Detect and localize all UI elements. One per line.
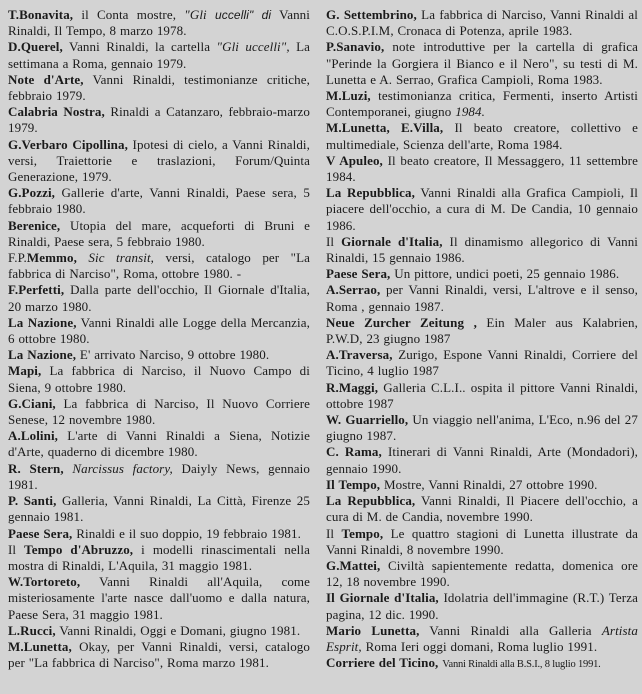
entry-segment: uccelli" di: [214, 8, 272, 22]
entry-segment: Vanni Rinaldi, Oggi e Domani, giugno 1981.: [55, 622, 301, 638]
bibliography-entry: [8, 574, 310, 623]
bibliography-entry: [326, 185, 638, 234]
entry-segment: Il: [8, 541, 25, 557]
entry-segment: G.Pozzi,: [8, 185, 56, 201]
entry-segment: Okay, per Vanni Rinaldi, versi, catalogo per "La fabbrica di Narciso", Roma marzo 1981.: [8, 638, 310, 671]
entry-segment: F.Perfetti,: [8, 282, 65, 298]
entry-segment: E' arrivato Narciso, 9 ottobre 1980.: [76, 347, 270, 363]
entry-segment: La Repubblica,: [326, 185, 415, 201]
entry-segment: Calabria Nostra,: [8, 104, 105, 120]
entry-segment: Il Giornale d'Italia,: [326, 590, 439, 606]
entry-segment: T.Bonavita,: [8, 7, 74, 22]
bibliography-entry: [326, 493, 638, 525]
bibliography-entry: [8, 250, 310, 282]
entry-segment: La fabbrica di Narciso, Il Nuovo Corriere Senese, 12 novembre 1980.: [8, 395, 310, 428]
entry-segment: Note d'Arte,: [8, 71, 84, 87]
entry-segment: Vanni Rinaldi all'Aquila, come misteriosamente l'arte nasce dall'uomo e dalla natura, Paese Sera, 31 maggio 1981.: [8, 574, 310, 622]
bibliography-entry: [326, 380, 638, 412]
entry-segment: Il dinamismo allegorico di Vanni Rinaldi, 15 gennaio 1986.: [326, 233, 639, 266]
bibliography-entry: [8, 218, 310, 250]
entry-segment: 1984.: [455, 104, 485, 120]
entry-segment: Mostre, Vanni Rinaldi, 27 ottobre 1990.: [380, 476, 598, 492]
left-column: [8, 7, 310, 694]
entry-segment: Ein Maler aus Kalabrien, P.W.D, 23 giugno 1987: [326, 314, 638, 347]
entry-segment: Roma Ieri oggi domani, Roma luglio 1991.: [361, 638, 598, 654]
entry-segment: La fabbrica di Narciso, Vanni Rinaldi al C.O.S.P.I.M, Cronaca di Potenza, aprile 1983.: [326, 7, 638, 39]
entry-segment: La Nazione,: [8, 314, 77, 330]
entry-segment: Sic transit,: [88, 250, 155, 266]
right-column: [326, 7, 638, 694]
entry-segment: L'arte di Vanni Rinaldi a Siena, Notizie d'Arte, quaderno di dicembre 1980.: [8, 428, 310, 460]
entry-segment: Neue Zurcher Zeitung ,: [326, 314, 477, 330]
entry-segment: Memmo,: [26, 250, 77, 266]
bibliography-entry: [8, 461, 310, 493]
entry-segment: A.Traversa,: [326, 347, 393, 363]
entry-segment: Itinerari di Vanni Rinaldi, Arte (Mondadori), gennaio 1990.: [326, 444, 638, 476]
entry-segment: note introduttive per la cartella di grafica "Perinde la Gorgiera il Bianco e il Nero", su testi di M. Lunetta e A. Serrao, Grafica Campioli, Roma 1983.: [326, 39, 638, 87]
entry-segment: G.Mattei,: [326, 557, 381, 573]
bibliography-entry: [326, 120, 638, 152]
entry-segment: Galleria C.L.I.. ospita il pittore Vanni Rinaldi, ottobre 1987: [326, 379, 638, 411]
entry-segment: Il: [326, 525, 342, 541]
entry-segment: La Nazione,: [8, 347, 77, 363]
bibliography-entry: [8, 137, 310, 186]
bibliography-entry: [8, 396, 310, 428]
entry-segment: G. Settembrino,: [326, 7, 417, 22]
entry-segment: La Repubblica,: [326, 493, 416, 509]
entry-segment: Un pittore, undici poeti, 25 gennaio 1986.: [390, 266, 620, 282]
entry-segment: Utopia del mare, acqueforti di Bruni e Rinaldi, Paese sera, 5 febbraio 1980.: [8, 217, 310, 249]
bibliography-entry: [8, 542, 310, 574]
entry-segment: Daiyly News, gennaio 1981.: [8, 460, 310, 492]
entry-segment: D.Querel,: [8, 39, 63, 55]
bibliography-entry: [326, 88, 638, 120]
entry-segment: R. Stern,: [8, 460, 64, 476]
bibliography-entry: [8, 7, 310, 39]
entry-segment: P. Santi,: [8, 493, 57, 509]
entry-segment: W. Guarriello,: [326, 412, 409, 428]
entry-segment: M.Lunetta, E.Villa,: [326, 120, 444, 136]
entry-segment: Tempo,: [341, 525, 384, 541]
entry-segment: Mario Lunetta,: [326, 622, 420, 638]
bibliography-entry: [8, 363, 310, 395]
bibliography-entry: [8, 526, 310, 542]
entry-segment: Idolatria dell'immagine (R.T.) Terza pagina, 12 dic. 1990.: [326, 590, 638, 622]
entry-segment: testimonianza critica, Fermenti, inserto Artisti Contemporanei, giugno: [326, 88, 638, 120]
entry-segment: P.Sanavio,: [326, 39, 385, 55]
bibliography-entry: [8, 493, 310, 525]
entry-segment: [77, 250, 88, 265]
entry-segment: Rinaldi e il suo doppio, 19 febbraio 1981.: [72, 525, 301, 541]
entry-segment: Vanni Rinaldi alla Galleria: [419, 622, 602, 638]
entry-segment: Il Tempo,: [326, 476, 381, 492]
entry-segment: Artista Esprit,: [326, 622, 638, 654]
bibliography-entry: [326, 526, 638, 558]
entry-segment: Galleria, Vanni Rinaldi, La Città, Firenze 25 gennaio 1981.: [8, 493, 310, 525]
bibliography-entry: [8, 282, 310, 314]
bibliography-entry: [8, 639, 310, 671]
entry-segment: i modelli rinascimentali nella mostra di Rinaldi, L'Aquila, 31 maggio 1981.: [8, 541, 310, 573]
entry-segment: Civiltà sapientemente redatta, domenica ore 12, 18 novembre 1990.: [326, 557, 638, 590]
entry-segment: Paese Sera,: [326, 266, 391, 282]
bibliography-entry: [8, 428, 310, 460]
entry-segment: Gallerie d'arte, Vanni Rinaldi, Paese sera, 5 febbraio 1980.: [8, 185, 310, 217]
entry-segment: Berenice,: [8, 217, 61, 233]
entry-segment: Corriere del Ticino,: [326, 655, 439, 671]
entry-segment: Mapi,: [8, 363, 42, 379]
entry-segment: Il beato creatore, Il Messaggero, 11 settembre 1984.: [326, 152, 638, 185]
entry-segment: Tempo d'Abruzzo,: [24, 541, 134, 557]
entry-segment: V Apuleo,: [326, 152, 383, 168]
bibliography-entry: [326, 153, 638, 185]
entry-segment: Vanni Rinaldi alle Logge della Mercanzia, 6 ottobre 1980.: [8, 314, 310, 347]
entry-segment: Giornale d'Italia,: [341, 233, 443, 249]
bibliography-entry: [8, 72, 310, 104]
entry-segment: Ipotesi di cielo, a Vanni Rinaldi, versi, Traiettorie e traslazioni, Forum/Quinta Generazione, 1979.: [8, 136, 310, 185]
bibliography-entry: [326, 477, 638, 493]
entry-segment: Le quattro stagioni di Lunetta illustrate da Vanni Rinaldi, 8 novembre 1990.: [326, 525, 638, 557]
bibliography-entry: [326, 7, 638, 39]
bibliography-entry: [326, 444, 638, 476]
entry-segment: versi, catalogo per "La fabbrica di Narciso", Roma, ottobre 1980. -: [8, 250, 310, 282]
entry-segment: il Conta mostre,: [73, 7, 185, 22]
entry-segment: G.Ciani,: [8, 395, 56, 411]
entry-segment: La fabbrica di Narciso, il Nuovo Campo di Siena, 9 ottobre 1980.: [8, 363, 310, 395]
entry-segment: Vanni Rinaldi alla Grafica Campioli, Il piacere dell'occhio, a cura di M. De Candia, 10 gennaio 1986.: [326, 185, 638, 233]
entry-segment: Il: [326, 233, 342, 249]
bibliography-entry: [326, 266, 638, 282]
entry-segment: Vanni Rinaldi alla B.S.I., 8 luglio 1991.: [442, 659, 601, 671]
bibliography-entry: [326, 623, 638, 655]
entry-segment: G.Verbaro Cipollina,: [8, 136, 128, 152]
entry-segment: Dalla parte dell'occhio, Il Giornale d'Italia, 20 marzo 1980.: [8, 282, 310, 314]
bibliography-entry: [326, 282, 638, 314]
entry-segment: La settimana a Roma, gennaio 1979.: [8, 39, 311, 71]
entry-segment: "Gli: [184, 7, 215, 22]
bibliography-entry: [8, 185, 310, 217]
bibliography-entry: [326, 347, 638, 379]
bibliography-entry: [326, 315, 638, 347]
entry-segment: per Vanni Rinaldi, versi, L'altrove e il senso, Roma , gennaio 1987.: [326, 282, 638, 314]
bibliography-entry: [8, 623, 310, 639]
bibliography-entry: [8, 104, 310, 136]
entry-segment: A.Lolini,: [8, 428, 59, 444]
entry-segment: Vanni Rinaldi, testimonianze critiche, febbraio 1979.: [8, 71, 310, 104]
entry-segment: Paese Sera,: [8, 525, 73, 541]
entry-segment: C. Rama,: [326, 444, 382, 460]
bibliography-entry: [326, 590, 638, 622]
entry-segment: M.Luzi,: [326, 88, 371, 104]
bibliography-entry: [326, 655, 638, 673]
entry-segment: "Gli uccelli",: [216, 39, 290, 55]
entry-segment: Un viaggio nell'anima, L'Eco, n.96 del 27 giugno 1987.: [326, 412, 638, 444]
bibliography-entry: [326, 412, 638, 444]
entry-segment: W.Tortoreto,: [8, 574, 81, 590]
entry-segment: Rinaldi a Catanzaro, febbraio-marzo 1979.: [8, 104, 310, 136]
entry-segment: Narcissus factory,: [72, 460, 173, 476]
entry-segment: Vanni Rinaldi, Il Tempo, 8 marzo 1978.: [8, 7, 310, 39]
bibliography-entry: [8, 347, 310, 363]
entry-segment: L.Rucci,: [8, 622, 56, 638]
entry-segment: Zurigo, Espone Vanni Rinaldi, Corriere del Ticino, 4 luglio 1987: [326, 347, 638, 379]
bibliography-entry: [326, 558, 638, 590]
bibliography-entry: [326, 234, 638, 266]
entry-segment: R.Maggi,: [326, 379, 379, 395]
entry-segment: A.Serrao,: [326, 282, 381, 298]
entry-segment: F.P.: [8, 250, 27, 266]
bibliography-entry: [8, 315, 310, 347]
entry-segment: Vanni Rinaldi, la cartella: [62, 39, 217, 55]
entry-segment: M.Lunetta,: [8, 638, 72, 654]
entry-segment: Il beato creatore, collettivo e multimediale, Scienza dell'arte, Roma 1984.: [326, 120, 638, 152]
entry-segment: Vanni Rinaldi, Il Piacere dell'occhio, a cura di M. de Candia, novembre 1990.: [326, 493, 638, 525]
bibliography-entry: [8, 39, 310, 71]
bibliography-entry: [326, 39, 638, 88]
